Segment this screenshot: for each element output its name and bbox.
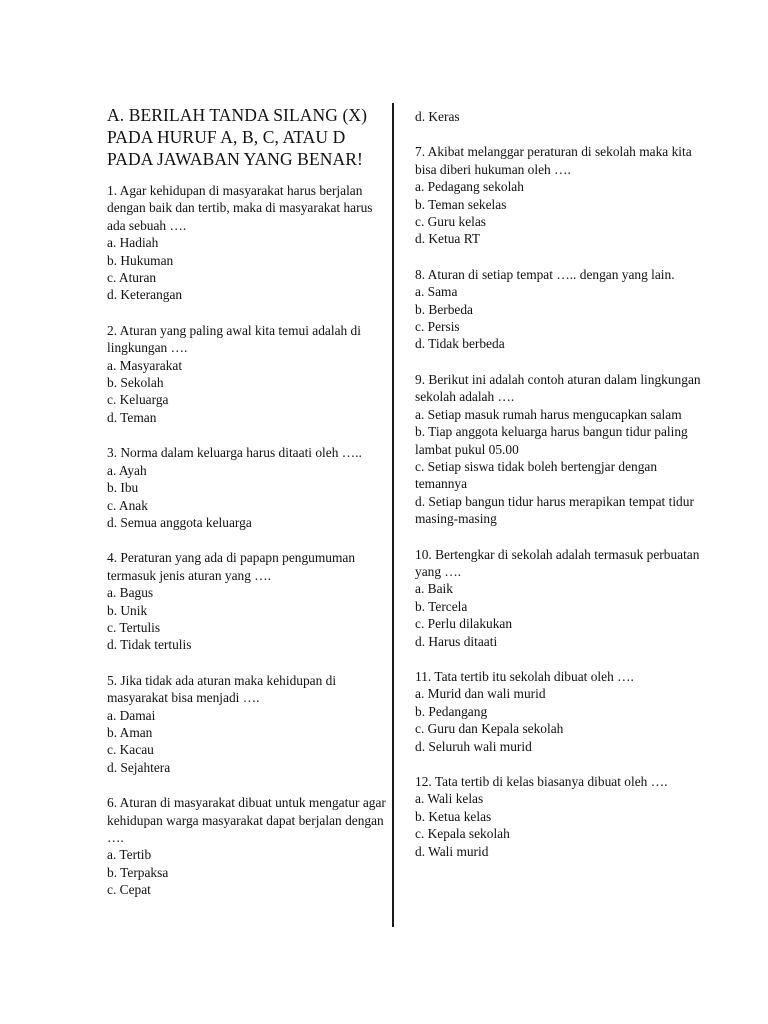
answer-option: d. Tidak berbeda: [415, 336, 505, 352]
left-question-list: [107, 182, 389, 899]
answer-option: b. Terpaksa: [107, 864, 169, 880]
answer-option: c. Kacau: [107, 742, 154, 758]
continued-option: d. Keras: [415, 109, 460, 124]
left-column: [107, 104, 389, 917]
question-block: [415, 371, 705, 528]
answer-option: c. Persis: [415, 319, 460, 335]
answer-option: d. Sejahtera: [107, 759, 171, 775]
question-block: [107, 672, 389, 776]
instruction-heading: [107, 104, 389, 170]
answer-option: d. Teman: [107, 409, 157, 425]
answer-option: a. Hadiah: [107, 235, 159, 251]
right-question-list: [415, 143, 705, 860]
answer-option: a. Bagus: [107, 585, 154, 601]
question-text: 4. Peraturan yang ada di papapn pengumuman termasuk jenis aturan yang ….: [107, 550, 356, 583]
answer-option: c. Cepat: [107, 882, 151, 898]
answer-option: c. Aturan: [107, 270, 157, 286]
question-text: 9. Berikut ini adalah contoh aturan dalam lingkungan sekolah adalah ….: [415, 371, 701, 405]
answer-option: c. Tertulis: [107, 619, 161, 635]
question-text: 5. Jika tidak ada aturan maka kehidupan di masyarakat bisa menjadi ….: [107, 672, 337, 706]
answer-option: d. Harus ditaati: [415, 633, 498, 649]
answer-option: a. Damai: [107, 707, 156, 723]
answer-option: a. Murid dan wali murid: [415, 686, 546, 702]
question-block: [415, 773, 705, 860]
answer-option: c. Kepala sekolah: [415, 826, 510, 842]
answer-option: d. Ketua RT: [415, 231, 481, 247]
question-text: 6. Aturan di masyarakat dibuat untuk mengatur agar kehidupan warga masyarakat dapat berjalan dengan ….: [107, 795, 386, 845]
question-text: 1. Agar kehidupan di masyarakat harus berjalan dengan baik dan tertib, maka di masyarakat harus ada sebuah ….: [107, 183, 373, 233]
answer-option: c. Guru dan Kepala sekolah: [415, 721, 564, 737]
question-block: [415, 668, 705, 755]
answer-option: a. Masyarakat: [107, 357, 183, 373]
answer-option: a. Sama: [415, 284, 458, 300]
question-block: [107, 794, 389, 898]
answer-option: b. Aman: [107, 724, 153, 740]
answer-option: d. Keterangan: [107, 287, 183, 303]
answer-option: b. Hukuman: [107, 252, 174, 268]
answer-option: a. Tertib: [107, 847, 152, 863]
question-text: 11. Tata tertib itu sekolah dibuat oleh ….: [415, 668, 634, 684]
question-block: [415, 546, 705, 650]
question-block: [415, 143, 705, 247]
question-block: [107, 182, 389, 304]
answer-option: b. Ketua kelas: [415, 808, 492, 824]
question-block: [107, 444, 389, 531]
question-text: 3. Norma dalam keluarga harus ditaati oleh …..: [107, 445, 362, 461]
heading-line: A. BERILAH TANDA SILANG (X): [107, 105, 368, 125]
answer-option: d. Wali murid: [415, 843, 489, 859]
answer-option: b. Unik: [107, 602, 148, 618]
answer-option: d. Seluruh wali murid: [415, 738, 532, 754]
answer-option: c. Setiap siswa tidak boleh bertengjar dengan temannya: [415, 458, 658, 492]
answer-option: b. Pedangang: [415, 703, 488, 719]
heading-line: PADA JAWABAN YANG BENAR!: [107, 149, 363, 169]
question-text: 8. Aturan di setiap tempat ….. dengan yang lain.: [415, 266, 675, 282]
column-divider: [392, 103, 394, 927]
answer-option: c. Guru kelas: [415, 214, 487, 230]
answer-option: b. Berbeda: [415, 301, 474, 317]
answer-option: b. Teman sekelas: [415, 196, 507, 212]
answer-option: b. Ibu: [107, 480, 139, 496]
question-block: [415, 266, 705, 353]
heading-line: PADA HURUF A, B, C, ATAU D: [107, 127, 346, 147]
question-text: 12. Tata tertib di kelas biasanya dibuat oleh ….: [415, 774, 668, 789]
question-text: 10. Bertengkar di sekolah adalah termasuk perbuatan yang ….: [415, 546, 700, 579]
answer-option: a. Wali kelas: [415, 791, 484, 807]
question-block: [107, 549, 389, 653]
answer-option: c. Anak: [107, 497, 148, 513]
answer-option: a. Baik: [415, 581, 453, 597]
answer-option: a. Pedagang sekolah: [415, 179, 524, 195]
answer-option: d. Setiap bangun tidur harus merapikan tempat tidur masing-masing: [415, 493, 694, 527]
question-text: 2. Aturan yang paling awal kita temui adalah di lingkungan ….: [107, 322, 361, 356]
answer-option: c. Perlu dilakukan: [415, 616, 513, 632]
answer-option: d. Semua anggota keluarga: [107, 514, 252, 530]
answer-option: b. Sekolah: [107, 375, 164, 391]
question-block: [107, 322, 389, 426]
right-column: [415, 108, 705, 878]
answer-option: c. Keluarga: [107, 392, 169, 408]
answer-option: a. Setiap masuk rumah harus mengucapkan salam: [415, 406, 682, 422]
answer-option: d. Tidak tertulis: [107, 637, 192, 653]
question-text: 7. Akibat melanggar peraturan di sekolah maka kita bisa diberi hukuman oleh ….: [415, 144, 692, 177]
answer-option: b. Tercela: [415, 598, 468, 614]
answer-option: a. Ayah: [107, 462, 147, 478]
answer-option: b. Tiap anggota keluarga harus bangun tidur paling lambat pukul 05.00: [415, 424, 688, 457]
